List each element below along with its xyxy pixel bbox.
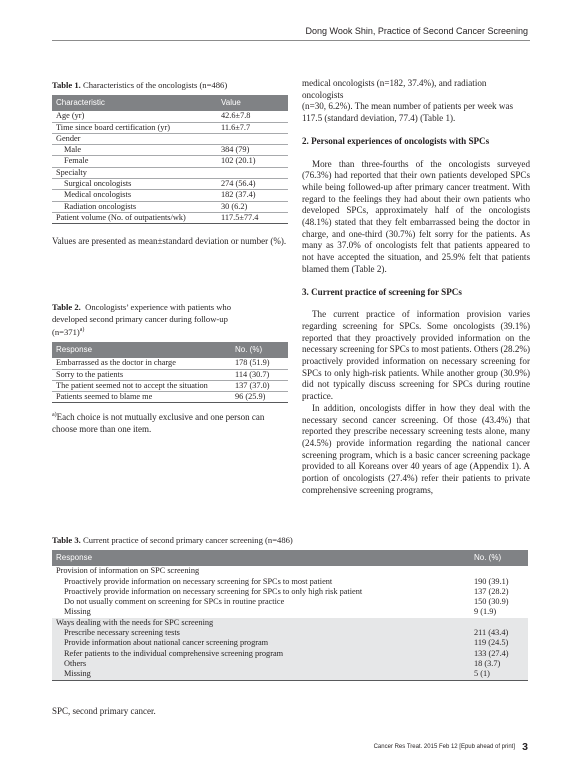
table-row [52, 369, 288, 380]
table2-note [52, 410, 288, 435]
group-row [52, 566, 528, 576]
row-value: 384 (79) [217, 145, 288, 156]
row-value: 9 (1.9) [474, 607, 497, 617]
table2-caption-line3: (n=371) [52, 326, 80, 337]
row-value: 150 (30.9) [474, 597, 509, 607]
row-label: Sorry to the patients [52, 369, 231, 380]
table-row [52, 145, 288, 156]
row-label: Patient volume (No. of outpatients/wk) [52, 212, 217, 223]
table-row [52, 122, 288, 133]
table3 [52, 550, 528, 681]
table2-header-count: No. (%) [231, 342, 288, 358]
table3-header-response: Response [52, 550, 424, 566]
row-label: Radiation oncologists [52, 201, 217, 212]
table-row [52, 659, 528, 669]
row-label: Embarrassed as the doctor in charge [52, 358, 231, 369]
section-2-paragraph: More than three-fourths of the oncologists surveyed (76.3%) had reported that their own patients developed SPCs while being followed-up after primary cancer treatment. With regard to the feelings they had about their own patients who developed SPCs, approximately half of the oncologists (48.1%) stated that they felt embarrassed being the doctor in charge, and one-third (30.7%) felt sorry for the patients. As many as 37.0% of oncologists felt that patients appeared to not have accepted the situation, and 25.9% felt that patients blamed them (Table 2). [302, 158, 530, 274]
table2-caption-line1: Oncologists’ experience with patients who [85, 302, 232, 312]
table-row [52, 597, 528, 607]
row-label: Female [52, 156, 217, 167]
header-rule [52, 40, 530, 41]
row-value: 5 (1) [424, 669, 528, 680]
group-row [52, 618, 528, 628]
table1-header-value: Value [217, 95, 288, 111]
table1-caption-text: Characteristics of the oncologists (n=486) [82, 80, 228, 90]
row-value: 178 (51.9) [231, 358, 288, 369]
table2 [52, 342, 288, 403]
table1-header-characteristic: Characteristic [52, 95, 217, 111]
row-value: 137 (28.2) [474, 586, 509, 596]
row-value: 96 (25.9) [231, 392, 288, 403]
row-value: 190 (39.1) [474, 576, 509, 586]
row-value: 42.6±7.8 [217, 111, 288, 122]
table-row [52, 179, 288, 190]
table-row [52, 587, 528, 597]
row-label: The patient seemed not to accept the situation [52, 380, 231, 391]
row-label: Prescribe necessary screening tests [52, 628, 424, 638]
row-value: 274 (56.4) [217, 179, 288, 190]
table-row [52, 380, 288, 391]
row-value: 30 (6.2) [217, 201, 288, 212]
row-value: 114 (30.7) [231, 369, 288, 380]
table2-caption-sup: a) [79, 327, 85, 333]
row-value: 182 (37.4) [217, 190, 288, 201]
row-value: 18 (3.7) [424, 659, 528, 669]
table2-caption [52, 302, 288, 338]
intro-line-2: (n=30, 6.2%). The mean number of patients per week was [302, 101, 514, 112]
table3-header-count: No. (%) [424, 550, 528, 566]
row-value: 137 (37.0) [231, 380, 288, 391]
row-value: 133 (27.4) [424, 649, 528, 659]
row-label: Others [52, 659, 424, 669]
table1-caption [52, 80, 288, 92]
intro-line-3: 117.5 (standard deviation, 77.4) (Table 1). [302, 113, 456, 124]
section-3-paragraph-2: In addition, oncologists differ in how they deal with the necessary second cancer screening. Of those (43.4%) that reported they prescribe necessary screening tests alone, many (24.5%) provide information regarding the national cancer screening program, which is a basic cancer screening package provided to all Koreans over 40 years of age (Appendix 1). A portion of oncologists (27.4%) refer their patients to private comprehensive screening programs, [302, 402, 530, 495]
row-label: Specialty [52, 167, 217, 178]
table2-note-sup: a) [52, 412, 57, 418]
row-value: 117.5±77.4 [217, 212, 288, 223]
table1-label: Table 1. [52, 80, 81, 90]
table-row [52, 156, 288, 167]
table2-header-response: Response [52, 342, 231, 358]
table-row [52, 577, 528, 587]
table-row [52, 607, 528, 617]
table-row [52, 638, 528, 648]
row-value [217, 167, 288, 178]
row-label: Proactively provide information on necessary screening for SPCs to only high risk patient [64, 586, 363, 596]
row-value: 102 (20.1) [217, 156, 288, 167]
row-label: Provide information about national cancer screening program [52, 638, 424, 648]
table1 [52, 95, 288, 224]
table-row [52, 190, 288, 201]
table-row [52, 649, 528, 659]
section-heading-3: 3. Current practice of screening for SPCs [302, 286, 462, 297]
table-row [52, 628, 528, 638]
row-value: 11.6±7.7 [217, 122, 288, 133]
section-3-paragraph-1: The current practice of information provision varies regarding screening for SPCs. Some oncologists (39.1%) reported that they proactively provided information on the necessary screening for SPCs to most patients. Others (28.2%) proactively provided information on necessary screening for SPCs to only high-risk patients. While another group (30.9%) did not typically discuss screening for SPCs during routine practice. [302, 309, 530, 402]
section-heading-2: 2. Personal experiences of oncologists with SPCs [302, 135, 490, 146]
footer-journal: Cancer Res Treat. 2015 Feb 12 [Epub ahead of print] [373, 744, 515, 750]
right-column [302, 78, 530, 497]
intro-line-1: medical oncologists (n=182, 37.4%), and radiation oncologists [302, 78, 487, 100]
table-row [52, 212, 288, 223]
table-row [52, 111, 288, 122]
row-label: Do not usually comment on screening for SPCs in routine practice [64, 597, 285, 607]
row-label: Missing [64, 607, 91, 617]
row-label: Medical oncologists [52, 190, 217, 201]
row-value: 211 (43.4) [424, 628, 528, 638]
row-label: Refer patients to the individual comprehensive screening program [52, 649, 424, 659]
row-label: Surgical oncologists [52, 179, 217, 190]
table3-caption [52, 535, 528, 547]
table-row [52, 167, 288, 178]
table-row [52, 669, 528, 680]
row-label: Gender [52, 133, 217, 144]
table2-label: Table 2. [52, 302, 81, 312]
row-label: Missing [52, 669, 424, 680]
table-row [52, 201, 288, 212]
table3-label: Table 3. [52, 535, 81, 545]
table-row [52, 133, 288, 144]
page-number: 3 [522, 741, 528, 753]
table-row [52, 358, 288, 369]
table3-note: SPC, second primary cancer. [52, 706, 156, 716]
row-label: Proactively provide information on necessary screening for SPCs to most patient [64, 576, 333, 586]
row-label: Time since board certification (yr) [52, 122, 217, 133]
row-label: Age (yr) [52, 111, 217, 122]
table3-caption-text: Current practice of second primary cancer screening (n=486) [82, 535, 293, 545]
table-row [52, 392, 288, 403]
row-value: 119 (24.5) [424, 638, 528, 648]
row-label: Patients seemed to blame me [52, 392, 231, 403]
group-title: Ways dealing with the needs for SPC screening [52, 618, 528, 628]
group-title: Provision of information on SPC screening [56, 566, 200, 576]
table1-note: Values are presented as mean±standard deviation or number (%). [52, 236, 287, 246]
row-value [217, 133, 288, 144]
table2-caption-line2: developed second primary cancer during follow-up [52, 313, 228, 324]
running-head: Dong Wook Shin, Practice of Second Cancer Screening [305, 26, 528, 36]
table2-note-text: Each choice is not mutually exclusive and one person can choose more than one item. [52, 412, 265, 434]
row-label: Male [52, 145, 217, 156]
